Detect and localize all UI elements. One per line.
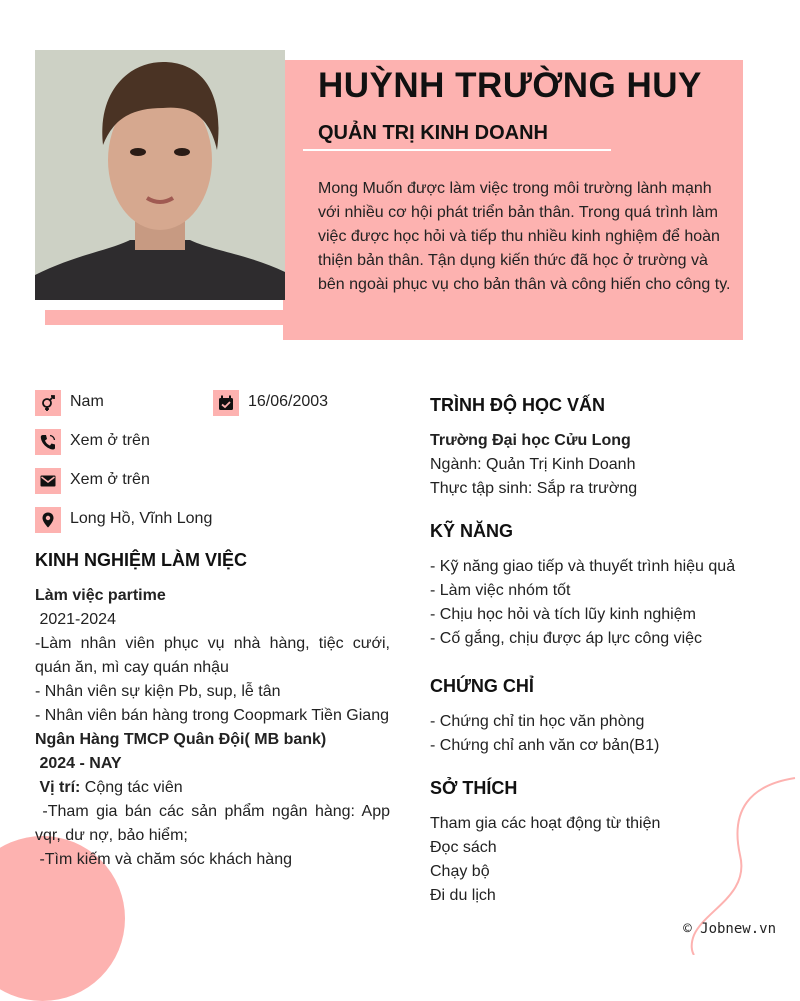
email-text: Xem ở trên — [70, 471, 150, 488]
job-position-label: Vị trí: — [35, 779, 81, 796]
footer-credit: © Jobnew.vn — [683, 921, 776, 937]
candidate-name: HUỲNH TRƯỜNG HUY — [318, 66, 702, 105]
calendar-icon — [213, 390, 239, 416]
certificate-item: - Chứng chỉ anh văn cơ bản(B1) — [430, 737, 660, 754]
career-objective: Mong Muốn được làm việc trong môi trường lành mạnh với nhiều cơ hội phát triển bản thân. Trong quá trình làm việc được học hỏi và tiếp thu nhiều kinh nghiệm để hoàn thiện bản thân. Tận dụng kiến thức đã học ở trường và bên ngoài phục vụ cho bản thân và công hiến cho công ty. — [318, 180, 731, 293]
school-name: Trường Đại học Cửu Long — [430, 432, 631, 449]
hobby-item: Đọc sách — [430, 839, 497, 856]
phone-text: Xem ở trên — [70, 432, 150, 449]
certificates-title: CHỨNG CHỈ — [430, 676, 534, 696]
job-duty: -Tìm kiếm và chăm sóc khách hàng — [35, 851, 292, 868]
experience-title: KINH NGHIỆM LÀM VIỆC — [35, 550, 248, 570]
candidate-role: QUẢN TRỊ KINH DOANH — [318, 122, 548, 144]
certificate-item: - Chứng chỉ tin học văn phòng — [430, 713, 645, 730]
job-duty: - Nhân viên sự kiện Pb, sup, lễ tân — [35, 683, 281, 700]
job-duty: -Tham gia bán các sản phẩm ngân hàng: App vqr, dư nợ, bảo hiểm; — [35, 803, 395, 844]
skills-list — [430, 555, 735, 651]
gender-text: Nam — [70, 393, 104, 410]
skill-item: - Cố gắng, chịu được áp lực công việc — [430, 630, 703, 647]
study-status: Thực tập sinh: Sắp ra trường — [430, 480, 638, 497]
skill-item: - Kỹ năng giao tiếp và thuyết trình hiệu quả — [430, 558, 736, 575]
certificates-list — [430, 710, 659, 758]
experience-content — [35, 584, 395, 872]
skill-item: - Chịu học hỏi và tích lũy kinh nghiệm — [430, 606, 696, 623]
job-title: Ngân Hàng TMCP Quân Đội( MB bank) — [35, 731, 327, 748]
hobby-item: Tham gia các hoạt động từ thiện — [430, 815, 661, 832]
job-duty: - Nhân viên bán hàng trong Coopmark Tiền Giang — [35, 707, 389, 724]
job-position — [35, 776, 390, 800]
job-position-value: Cộng tác viên — [80, 779, 183, 796]
birthday-text: 16/06/2003 — [248, 393, 329, 410]
job-period: 2021-2024 — [35, 611, 116, 628]
skills-title: KỸ NĂNG — [430, 521, 514, 541]
education-title: TRÌNH ĐỘ HỌC VẤN — [430, 395, 605, 415]
location-pin-icon — [35, 507, 61, 533]
gender-icon — [35, 390, 61, 416]
profile-photo — [35, 50, 285, 300]
hobby-item: Chạy bộ — [430, 863, 490, 880]
job-duty: -Làm nhân viên phục vụ nhà hàng, tiệc cưới, quán ăn, mì cay quán nhậu — [35, 635, 390, 676]
hobbies-title: SỞ THÍCH — [430, 778, 518, 798]
hobbies-list — [430, 812, 660, 908]
address-text: Long Hồ, Vĩnh Long — [70, 510, 213, 527]
major: Ngành: Quản Trị Kinh Doanh — [430, 456, 636, 473]
email-icon — [35, 468, 61, 494]
job-period: 2024 - NAY — [35, 755, 122, 772]
education-content — [430, 429, 637, 501]
photo-underbar — [45, 310, 285, 325]
skill-item: - Làm việc nhóm tốt — [430, 582, 571, 599]
hobby-item: Đi du lịch — [430, 887, 496, 904]
phone-icon — [35, 429, 61, 455]
job-title: Làm việc partime — [35, 587, 166, 604]
role-underline — [303, 149, 611, 151]
